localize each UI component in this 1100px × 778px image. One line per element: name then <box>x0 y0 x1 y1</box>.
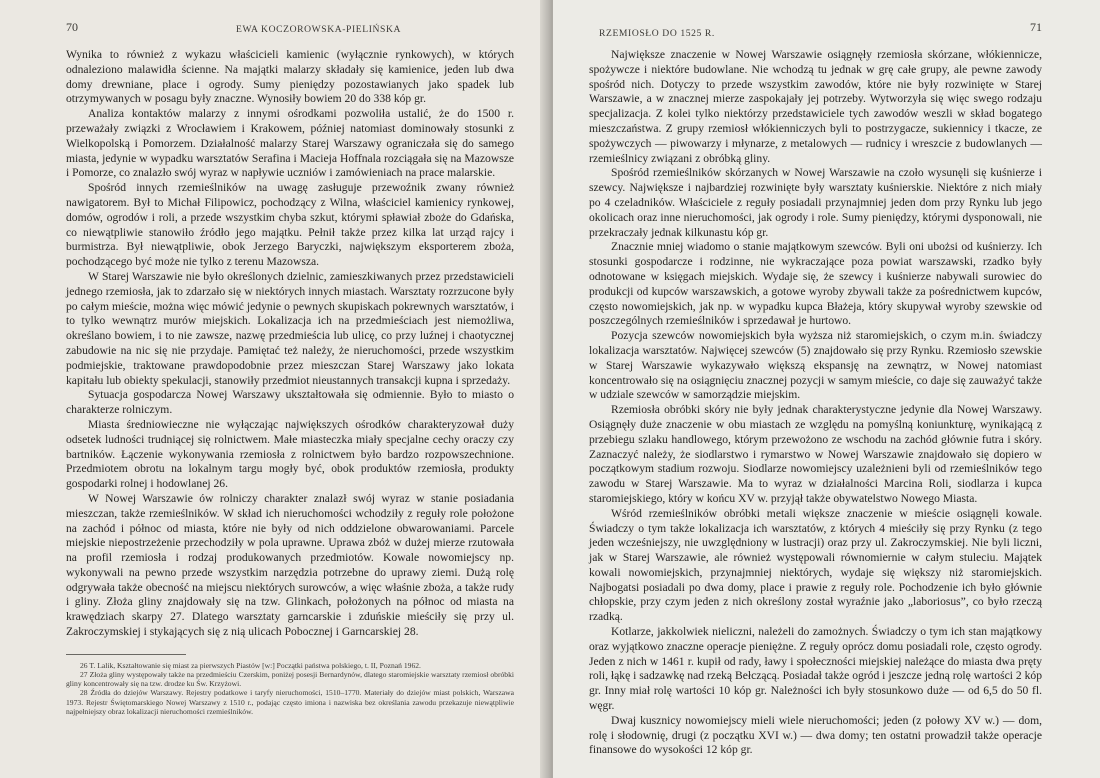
paragraph: W Starej Warszawie nie było określonych dzielnic, zamieszkiwanych przez przedstawicieli jednego rzemiosła, jak to zdarzało się w niektórych innych miastach. Warsztaty rozrzucone były po całym mieście, można więc mówić jedynie o pewnych skupiskach pokrewnych warsztatów, i to tylko wewnątrz murów miejskich. Lokalizacja ich na przedmieściach jest niemożliwa, określano bowiem, i to nie zawsze, nazwę przedmieścia lub ulicę, co przy luźnej i chaotycznej zabudowie na nic się nie przydaje. Pamiętać też należy, że nieruchomości, przede wszystkim podmiejskie, traktowane prawdopodobnie przez mieszczan Starej Warszawy jako lokata kapitału lub obiekty spekulacji, stanowiły przedmiot nieustannych transakcji kupna i sprzedaży. <box>66 269 514 387</box>
right-page-number: 71 <box>1030 20 1042 34</box>
left-running-head <box>66 20 514 48</box>
footnote: 28 Źródła do dziejów Warszawy. Rejestry podatkowe i taryfy nieruchomości, 1510–1770. Materiały do dziejów miast polskich, Warszawa 1973. Rejestr Świętomarskiego Nowej Warszawy z 1510 r., podając często imiona i nazwiska bez określania zawodu przekazuje niewątpliwie najpełniejszy obraz lokalizacji nieruchomości rzemieślników. <box>66 688 514 716</box>
paragraph: Dwaj kusznicy nowomiejscy mieli wiele nieruchomości; jeden (z połowy XV w.) — dom, rolę i słodownię, drugi (z początku XVI w.) — dwa domy; ten ostatni prowadził także operacje finansowe do wysokości 12 kóp gr. <box>589 713 1042 757</box>
footnote: 27 Złoża gliny występowały także na przedmieściu Czerskim, poniżej posesji Bernardynów, dlatego staromiejskie warsztaty rzemiosł obróbki gliny koncentrowały się na tzw. drodze ku Św. Krzyżowi. <box>66 670 514 689</box>
paragraph: Sytuacja gospodarcza Nowej Warszawy ukształtowała się odmiennie. Było to miasto o charakterze rolniczym. <box>66 388 514 417</box>
left-page <box>0 0 548 778</box>
right-running-head <box>589 20 1042 48</box>
left-body-text <box>66 48 514 640</box>
footnotes <box>66 661 514 716</box>
paragraph: Wynika to również z wykazu właścicieli kamienic (wyłącznie rynkowych), w których odnaleziono malawidła ścienne. Na majątki malarzy składały się kamienice, jeden lub dwa domy drewniane, place i ogrody. Sumy pieniędzy pozostawianych jako spadek lub otrzymywanych w posagu były znaczne. Wynosiły bowiem 20 do 338 kóp gr. <box>66 48 514 106</box>
paragraph: Kotlarze, jakkolwiek nieliczni, należeli do zamożnych. Świadczy o tym ich stan majątkowy oraz wyjątkowo znaczne operacje pieniężne. Z reguły oprócz domu posiadali role, często ogrody. Jeden z nich w 1461 r. kupił od rady, ławy i społeczności miejskiej należące do miasta dwa pręty roli, łąkę i sadzawkę nad rzeką Bełczącą. Posiadał także ogród i jeszcze jedną rolę wartości 2 kóp gr. Inny miał rolę wartości 10 kóp gr. Należności ich były stosunkowo duże — od 6,5 do 50 fl. węgr. <box>589 625 1042 713</box>
paragraph: Analiza kontaktów malarzy z innymi ośrodkami pozwoliła ustalić, że do 1500 r. przeważały związki z Wrocławiem i Krakowem, później natomiast dominowały stosunki z Wielkopolską i Pomorzem. Działalność malarzy Starej Warszawy ograniczała się do samego miasta, jedynie w wypadku warsztatów Serafina i Macieja Hoffnala rozciągała się na Mazowsze i Pomorze, co znalazło swój wyraz w napływie uczniów i zamówieniach na prace malarskie. <box>66 107 514 180</box>
paragraph: Spośród innych rzemieślników na uwagę zasługuje przewoźnik zwany również nawigatorem. Był to Michał Filipowicz, pochodzący z Wilna, właściciel kamienicy rynkowej, domów, ogrodów i roli, a przede wszystkim chyba szkut, którymi spławiał zboże do Gdańska, co niewątpliwie stanowiło źródło jego majątku. Pełnił także przez kilka lat urząd rajcy i burmistrza. Był niewątpliwie, obok Jerzego Baryczki, największym eksporterem zboża, pochodzącego być może nie tylko z terenu Mazowsza. <box>66 181 514 269</box>
paragraph: Miasta średniowieczne nie wyłączając największych ośrodków charakteryzował duży odsetek ludności trudniącej się rolnictwem. Małe miasteczka miały specjalne cechy oraczy czy bartników. Łączenie wykonywania rzemiosła z rolnictwem było bardzo rozpowszechnione. Przedmiotem obrotu na lokalnym targu mogły być, obok produktów rzemiosła, produkty gospodarki rolnej i hodowlanej 26. <box>66 417 514 491</box>
right-page <box>553 0 1100 778</box>
paragraph: Wśród rzemieślników obróbki metali większe znaczenie w mieście osiągnęli kowale. Świadczy o tym także lokalizacja ich warsztatów, z których 4 mieściły się przy Rynku (z tego jeden wcześniejszy, nie uwzględniony w lustracji) oraz przy ul. Zakroczymskiej. Nie byli liczni, jak w Starej Warszawie, ale również występowali równomiernie w całym stuleciu. Majątek kowali nowomiejskich, przynajmniej niektórych, wydaje się większy niż staromiejskich. Najbogatsi posiadali po dwa domy, place i prawie z reguły role. Pochodzenie ich było głównie chłopskie, przy czym jeden z nich określony został wyraźnie jako „laboriosus”, co było rzeczą rzadką. <box>589 506 1042 624</box>
footnote-divider <box>66 654 186 655</box>
right-body-text <box>589 48 1042 758</box>
paragraph: Rzemiosła obróbki skóry nie były jednak charakterystyczne jedynie dla Nowej Warszawy. Osiągnęły duże znaczenie w obu miastach ze względu na pomyślną koniunkturę, wynikającą z przebiegu szlaku handlowego, którym przewożono ze wschodu na zachód głównie futra i skóry. Zaznaczyć należy, że siodlarstwo i rymarstwo w Nowej Warszawie znajdowało się dopiero w początkowym stadium rozwoju. Siodlarze nowomiejscy uzależnieni byli od rzemieślników tego zawodu w Starej Warszawie. Ma to wyraz w działalności Marcina Roli, siodlarza i kupca staromiejskiego, który w końcu XV w. przyjął także obywatelstwo Nowego Miasta. <box>589 403 1042 505</box>
paragraph: W Nowej Warszawie ów rolniczy charakter znalazł swój wyraz w stanie posiadania mieszczan, także rzemieślników. W skład ich nieruchomości wchodziły z reguły role położone na zachód i północ od miasta, które nie były od nich oddzielone obwarowaniami. Parcele miejskie niepostrzeżenie przechodziły w pola uprawne. Uprawa zbóż w dużej mierze rzutowała na profil rzemiosła i rodzaj produkowanych przedmiotów. Kowale nowomiejscy np. wykonywali na pewno przede wszystkim narzędzia potrzebne do uprawy ziemi. Dużą rolę odgrywała także obecność na miejscu niektórych surowców, a więc właśnie zboża, a także rudy i gliny. Złoża gliny znajdowały się na tzw. Glinkach, położonych na północ od miasta na krawędziach skarpy 27. Dlatego warsztaty garncarskie i zduńskie mieściły się przy ul. Zakroczymskiej i stykających się z nią ulicach Pobocznej i Garncarskiej 28. <box>66 491 514 639</box>
paragraph: Spośród rzemieślników skórzanych w Nowej Warszawie na czoło wysunęli się kuśnierze i szewcy. Największe i najbardziej rozwinięte były warsztaty kuśnierskie. Niektóre z nich miały po 4 czeladników. Właściciele z reguły posiadali przynajmniej jeden dom przy Rynku lub jego okolicach oraz inne nieruchomości, jak ogrody i role. Sumy pieniędzy, którymi dysponowali, nie przekraczały jednak kilkunastu kóp gr. <box>589 166 1042 239</box>
left-page-number: 70 <box>66 20 78 34</box>
left-running-title: EWA KOCZOROWSKA-PIELIŃSKA <box>236 24 402 35</box>
paragraph: Największe znaczenie w Nowej Warszawie osiągnęły rzemiosła skórzane, włókiennicze, spożywcze i niektóre budowlane. Nie wchodzą tu jednak w grę całe grupy, ale pewne zawody spośród nich. Dotyczy to przede wszystkim zawodów, które nie były rozwinięte w Starej Warszawie, a w znacznej mierze zaspokajały jej potrzeby. Wytworzyła się więc swego rodzaju specjalizacja. Z kolei tylko niektórzy przedstawiciele tych zawodów weszli w skład bogatego mieszczaństwa. Z grupy rzemiosł włókienniczych byli to postrzygacze, sukiennicy i tkacze, ze spożywczych — piwowarzy i młynarze, z metalowych — rudnicy i wreszcie z budowlanych — rzemieślnicy związani z obróbką gliny. <box>589 48 1042 165</box>
paragraph: Pozycja szewców nowomiejskich była wyższa niż staromiejskich, o czym m.in. świadczy lokalizacja warsztatów. Najwięcej szewców (5) znajdowało się przy Rynku. Rzemiosło szewskie w Starej Warszawie wykazywało większą ekspansję na zewnątrz, w Nowej natomiast koncentrowało się na osiągnięciu znacznej pozycji w samym mieście, co daje się zauważyć także w udziale szewców w samorządzie miejskim. <box>589 329 1042 402</box>
footnote: 26 T. Lalik, Kształtowanie się miast za pierwszych Piastów [w:] Początki państwa polskiego, t. II, Poznań 1962. <box>80 660 421 670</box>
right-running-title: RZEMIOSŁO DO 1525 R. <box>599 28 715 39</box>
paragraph: Znacznie mniej wiadomo o stanie majątkowym szewców. Byli oni ubożsi od kuśnierzy. Ich stosunki gospodarcze i rodzinne, nie wykraczające poza powiat warszawski, rzadko były odnotowane w księgach miejskich. Wydaje się, że szewcy i kuśnierze nabywali surowiec do produkcji od kupców warszawskich, a gotowe wyroby zbywali także za pośrednictwem kupców, często nowomiejskich, jak np. w wypadku kupca Błażeja, który skupywał wyroby szewskie od poszczególnych rzemieślników i sprzedawał je hurtowo. <box>589 240 1042 328</box>
